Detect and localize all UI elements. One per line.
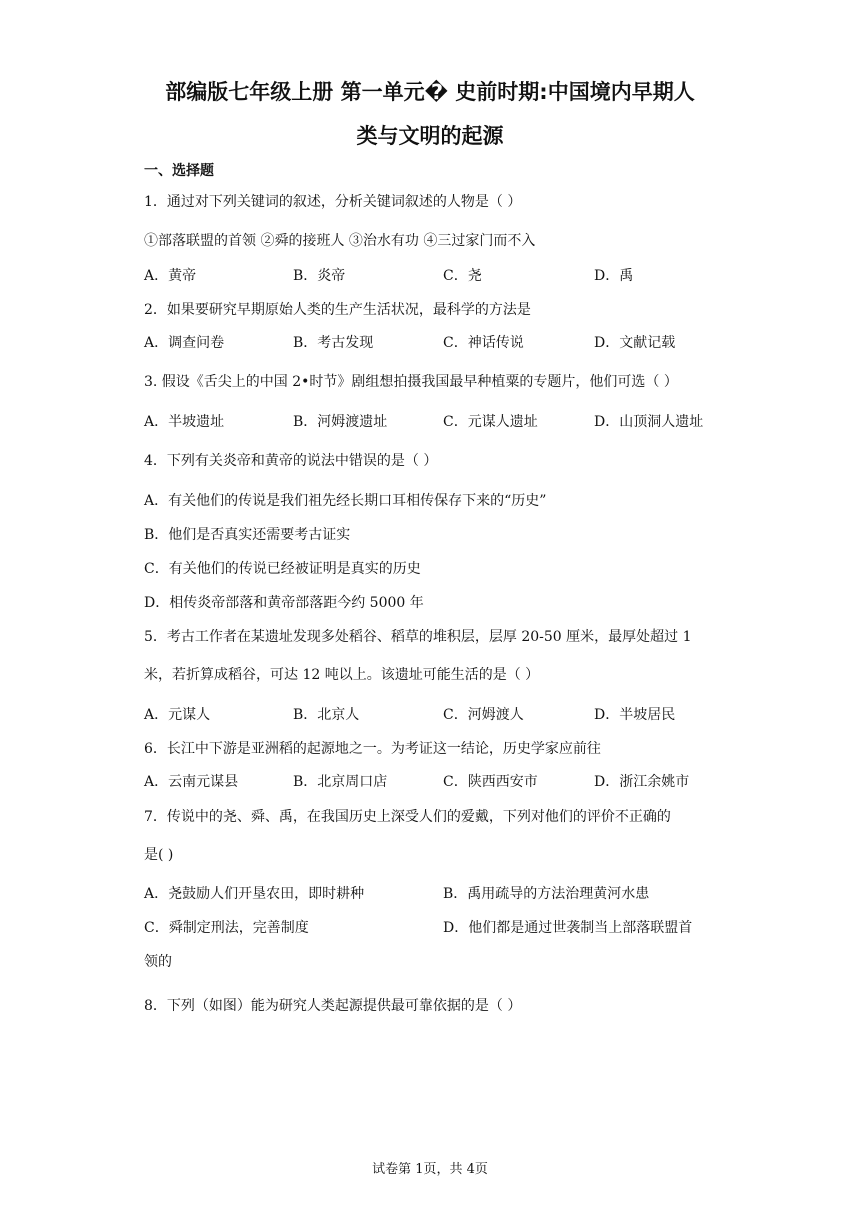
- question-1-option-c: C．尧: [443, 268, 482, 284]
- question-4-stem: 4．下列有关炎帝和黄帝的说法中错误的是（ ）: [144, 453, 438, 469]
- question-1-option-a: A．黄帝: [144, 268, 197, 284]
- question-3-option-c: C．元谋人遗址: [443, 414, 538, 430]
- question-6-option-d: D．浙江余姚市: [594, 774, 690, 790]
- question-4-option-b: B．他们是否真实还需要考古证实: [144, 527, 351, 543]
- section-heading: 一、选择题: [144, 163, 214, 179]
- question-1-keywords: ①部落联盟的首领 ②舜的接班人 ③治水有功 ④三过家门而不入: [144, 233, 536, 249]
- question-6-option-a: A．云南元谋县: [144, 774, 239, 790]
- question-4-option-a: A．有关他们的传说是我们祖先经长期口耳相传保存下来的“历史”: [144, 493, 547, 509]
- question-2-option-b: B．考古发现: [293, 335, 374, 351]
- question-3-option-d: D．山顶洞人遗址: [594, 414, 704, 430]
- question-5-stem-line-1: 5．考古工作者在某遗址发现多处稻谷、稻草的堆积层，层厚 20-50 厘米，最厚处超过 1: [144, 629, 692, 645]
- question-6-option-b: B．北京周口店: [293, 774, 388, 790]
- question-5-option-b: B．北京人: [293, 707, 360, 723]
- question-8-stem: 8．下列（如图）能为研究人类起源提供最可靠依据的是（ ）: [144, 998, 522, 1014]
- page-title-line-1: 部编版七年级上册 第一单元� 史前时期:中国境内早期人: [165, 80, 695, 104]
- question-3-stem: 3. 假设《舌尖上的中国 2•时节》剧组想拍摄我国最早种植粟的专题片，他们可选（ ）: [144, 374, 678, 390]
- question-1-option-b: B．炎帝: [293, 268, 346, 284]
- question-4-option-d: D．相传炎帝部落和黄帝部落距今约 5000 年: [144, 595, 424, 611]
- question-1-option-d: D．禹: [594, 268, 634, 284]
- question-5-stem-line-2: 米，若折算成稻谷，可达 12 吨以上。该遗址可能生活的是（ ）: [144, 667, 540, 683]
- page-title-line-2: 类与文明的起源: [356, 124, 504, 148]
- question-6-stem: 6．长江中下游是亚洲稻的起源地之一。为考证这一结论，历史学家应前往: [144, 741, 601, 757]
- question-5-option-c: C．河姆渡人: [443, 707, 524, 723]
- question-2-stem: 2．如果要研究早期原始人类的生产生活状况，最科学的方法是: [144, 302, 531, 318]
- page-footer: 试卷第 1页，共 4页: [372, 1162, 488, 1177]
- question-5-option-a: A．元谋人: [144, 707, 211, 723]
- question-5-option-d: D．半坡居民: [594, 707, 676, 723]
- question-3-option-a: A．半坡遗址: [144, 414, 225, 430]
- question-2-option-d: D．文献记载: [594, 335, 676, 351]
- question-7-option-a: A．尧鼓励人们开垦农田，即时耕种: [144, 886, 365, 902]
- question-1-stem: 1．通过对下列关键词的叙述，分析关键词叙述的人物是（ ）: [144, 194, 522, 210]
- question-6-option-c: C．陕西西安市: [443, 774, 538, 790]
- question-2-option-a: A．调查问卷: [144, 335, 225, 351]
- question-7-option-d: D．他们都是通过世袭制当上部落联盟首: [443, 920, 693, 936]
- question-7-stem-line-1: 7．传说中的尧、舜、禹，在我国历史上深受人们的爱戴，下列对他们的评价不正确的: [144, 809, 671, 825]
- question-7-option-b: B．禹用疏导的方法治理黄河水患: [443, 886, 650, 902]
- question-4-option-c: C．有关他们的传说已经被证明是真实的历史: [144, 561, 421, 577]
- question-7-option-c: C．舜制定刑法，完善制度: [144, 920, 309, 936]
- question-3-option-b: B．河姆渡遗址: [293, 414, 388, 430]
- question-7-stem-line-2: 是( ): [144, 847, 174, 863]
- question-2-option-c: C．神话传说: [443, 335, 524, 351]
- question-7-option-d-continued: 领的: [144, 954, 172, 970]
